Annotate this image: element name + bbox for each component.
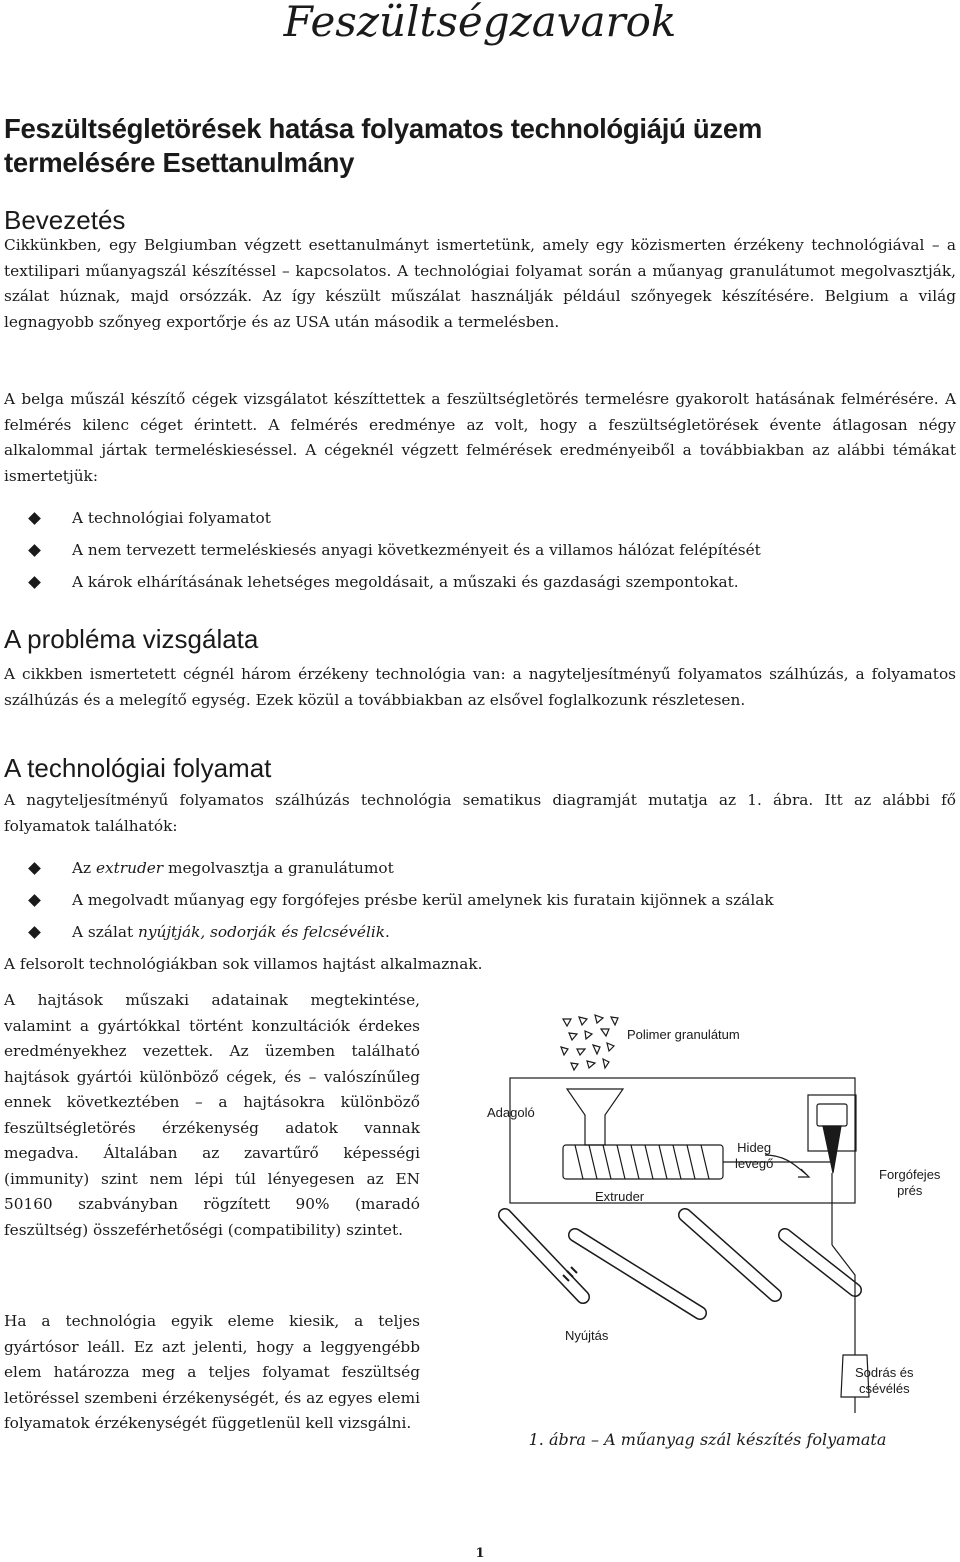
granules-icon [561,1015,618,1070]
label-polymer-granules: Polimer granulátum [627,1027,740,1042]
label-twisting-winding: Sodrás és csévélés [855,1365,914,1396]
diamond-bullet-icon [28,576,41,589]
process-diagram [455,1005,960,1425]
spinning-press-icon [808,1095,856,1245]
hopper-icon [567,1089,623,1145]
left-column-paragraph-2: Ha a technológia egyik eleme kiesik, a teljes gyártósor leáll. Ez azt jelenti, hogy a leggyengébb elem határozza meg a teljes folyamat feszültség letöréssel szembeni érzékenységét, és az egyes elemi folyamatok érzékenységét függetlenül kell vizsgálni. [4,1312,420,1432]
diamond-bullet-icon [28,926,41,939]
process-bullet-list [0,852,956,948]
list-item: A megolvadt műanyag egy forgófejes présbe kerül amelynek kis furatain kijönnek a szálak [0,884,956,916]
winding-roller-icon [785,1235,855,1290]
draw-roller-mid-icon [575,1235,700,1313]
problem-heading: A probléma vizsgálata [4,624,259,654]
list-item: A károk elhárításának lehetséges megoldásait, a műszaki és gazdasági szempontokat. [0,566,956,598]
label-feeder: Adagoló [487,1105,535,1120]
left-column-paragraph-1: A hajtások műszaki adatainak megtekintése, valamint a gyártókkal történt konzultációk érdekes eredményekhez vezettek. Az üzemben található hajtások gyártói különböző cégek, és – valószínűleg ennek következtében – a hajtásokra különböző feszültségletörés érzékenység adatok vannak megadva. Általában az zavartűrő képességi (immunity) szint nem lépi túl lényegesen az EN 50160 szabványban rögzített 90% (maradó feszültség) összeférhetőségi (compatibility) szintet. [4,991,420,1239]
intro-paragraph-2: A belga műszál készítő cégek vizsgálatot készíttettek a feszültségletörés termelésre gyakorolt hatásának felmérésére. A felmérés kilenc céget érintett. A felmérés eredménye az volt, hogy a feszültségletörések évente átlagosan négy alkalommal jártak termeléskieséssel. A cégeknél végzett felmérések eredményeiből a továbbiakban az alábbi témákat ismertetjük: [4,390,956,485]
process-paragraph-1: A nagyteljesítményű folyamatos szálhúzás technológia sematikus diagramját mutatja az 1. ábra. Itt az alábbi fő folyamatok találhatók: [4,791,956,835]
problem-paragraph: A cikkben ismertetett cégnél három érzékeny technológia van: a nagyteljesítményű folyamatos szálhúzás, a folyamatos szálhúzás és a melegítő egység. Ezek közül a továbbiakban az elsővel foglalkozunk részletesen. [4,665,956,709]
diamond-bullet-icon [28,894,41,907]
process-heading: A technológiai folyamat [4,753,272,783]
extruder-icon [563,1145,835,1179]
diamond-bullet-icon [28,512,41,525]
diamond-bullet-icon [28,862,41,875]
article-title: Feszültségletörések hatása folyamatos technológiájú üzem termelésére Esettanulmány [4,113,763,178]
process-diagram-figure [455,1005,960,1465]
intro-heading: Bevezetés [4,205,126,235]
list-item: A nem tervezett termeléskiesés anyagi következményeit és a villamos hálózat felépítését [0,534,956,566]
intro-paragraph-1: Cikkünkben, egy Belgiumban végzett esettanulmányt ismertetünk, amely egy közismerten érzékeny technológiával – a textilipari műanyagszál készítéssel – kapcsolatos. A technológiai folyamat során a műanyag granulátumot megolvasztják, szálat húznak, majd orsózzák. Az így készült műszálat használják például szőnyegek készítésére. Belgium a világ legnagyobb szőnyeg exportőrje és az USA után második a termelésben. [4,236,956,331]
label-drawing: Nyújtás [565,1328,609,1343]
intro-bullet-list [0,502,956,598]
label-spinning-press: Forgófejes prés [879,1167,941,1198]
label-extruder: Extruder [595,1189,645,1204]
diamond-bullet-icon [28,544,41,557]
label-cold-air: Hideg levegő [735,1140,774,1171]
journal-header-title: Feszültségzavarok [283,0,677,46]
list-item: A szálat nyújtják, sodorják és felcsévélik. [0,916,956,948]
draw-roller-right-icon [685,1215,775,1295]
list-item: A technológiai folyamatot [0,502,956,534]
draw-roller-left-icon [505,1215,583,1297]
page-number: 1 [475,1546,485,1561]
frame-box [510,1078,855,1203]
process-paragraph-2: A felsorolt technológiákban sok villamos hajtást alkalmaznak. [4,955,483,973]
list-item: Az extruder megolvasztja a granulátumot [0,852,956,884]
figure-caption: 1. ábra – A műanyag szál készítés folyamata [528,1430,887,1449]
